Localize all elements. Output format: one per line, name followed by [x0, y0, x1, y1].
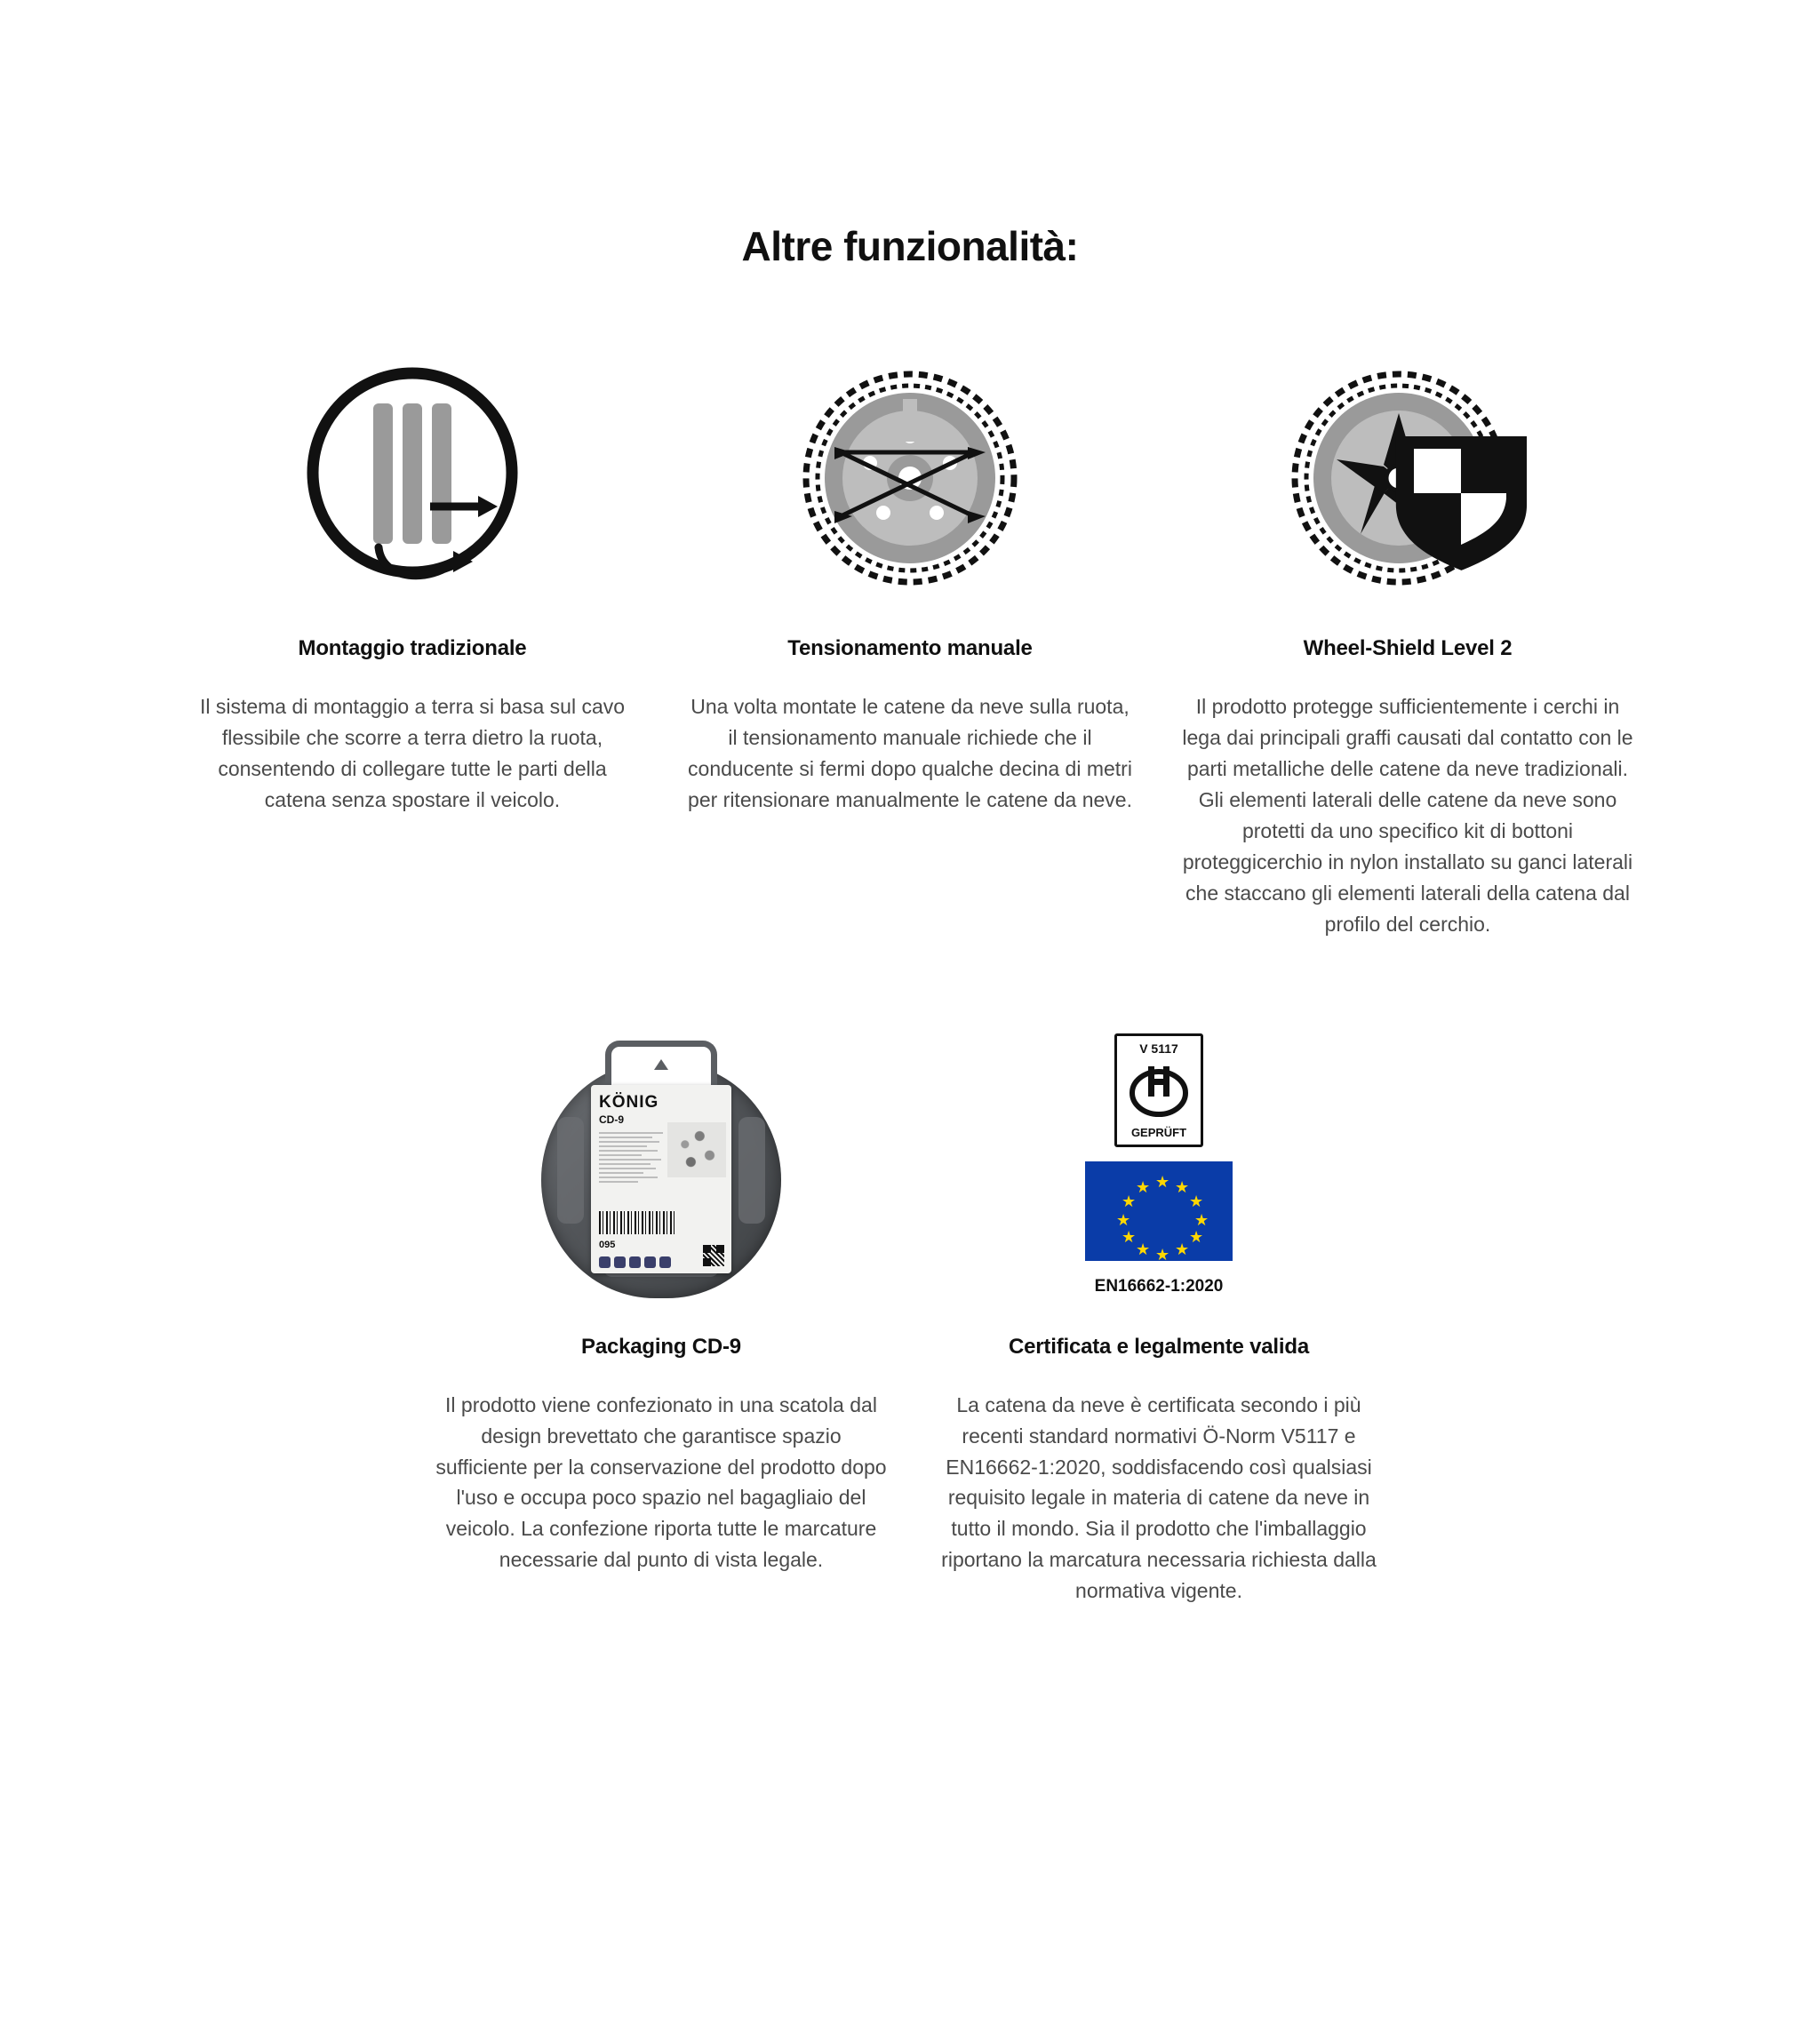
packaging-box: [541, 1032, 781, 1298]
certification-marks: [1085, 1033, 1233, 1296]
certification-marks-icon: [1085, 1018, 1233, 1312]
onorm-certification-mark: [1114, 1033, 1203, 1147]
packaging-product-photo: [667, 1122, 726, 1177]
packaging-brand: KÖNIG: [599, 1092, 659, 1112]
wheel-shield-icon: [1279, 347, 1537, 613]
feature-title: Tensionamento manuale: [787, 636, 1033, 660]
eu-flag-icon: ★ ★ ★ ★ ★ ★ ★ ★ ★ ★ ★ ★: [1085, 1161, 1233, 1261]
features-page: [0, 222, 1820, 2042]
eu-standard-label: EN16662-1:2020: [1094, 1276, 1224, 1296]
feature-card-packaging: [412, 1018, 910, 1576]
packaging-qr-code: [703, 1245, 724, 1266]
packaging-pictograms: [599, 1256, 671, 1268]
feature-body: La catena da neve è certificata secondo i più recenti standard normativi Ö-Norm V5117 e EN16662-1:2020, soddisfacendo così qualsiasi requisito legale in materia di catene da neve in tutto il mondo. Sia il prodotto che l'imballaggio riportano la marcatura necessaria richiesta dalla normativa vigente.: [941, 1392, 1377, 1603]
features-row-1: [151, 347, 1669, 940]
feature-title: Packaging CD-9: [581, 1334, 741, 1359]
feature-body: Il prodotto protegge sufficientemente i cerchi in lega dai principali graffi causati dal contatto con le parti metalliche delle catene da neve tradizionali. Gli elementi laterali delle catene da neve sono protetti da uno specifico kit di bottoni proteggicerchio in nylon installato su ganci laterali che staccano gli elementi laterali della catena dal profilo del cerchio.: [1182, 695, 1633, 936]
manual-tensioning-wheel-icon: [786, 347, 1034, 613]
tire-mounting-icon: [297, 347, 528, 613]
feature-card-wheel-shield: [1159, 347, 1656, 940]
features-row-2: [151, 1018, 1669, 1607]
packaging-size-code: 095: [599, 1239, 616, 1250]
feature-body: Il sistema di montaggio a terra si basa sul cavo flessibile che scorre a terra dietro la ruota, consentendo di collegare tutte le parti della catena senza spostare il veicolo.: [199, 695, 626, 811]
feature-title: Certificata e legalmente valida: [1009, 1334, 1309, 1359]
packaging-rib: [557, 1117, 584, 1224]
packaging-label: [591, 1085, 731, 1273]
feature-body: Una volta montate le catene da neve sulla ruota, il tensionamento manuale richiede che il conducente si fermi dopo qualche decina di metri per ritensionare manualmente le catene da neve.: [688, 695, 1132, 811]
packaging-handle: [605, 1041, 717, 1089]
feature-title: Wheel-Shield Level 2: [1303, 636, 1513, 660]
onorm-label: GEPRÜFT: [1130, 1125, 1187, 1139]
packaging-rib: [738, 1117, 765, 1224]
page-title: Altre funzionalità:: [741, 223, 1079, 269]
feature-title: Montaggio tradizionale: [298, 636, 527, 660]
feature-card-montaggio-tradizionale: [164, 347, 661, 816]
onorm-symbol: [1126, 1063, 1192, 1118]
onorm-code: V 5117: [1139, 1041, 1178, 1056]
packaging-model: CD-9: [599, 1113, 625, 1126]
packaging-barcode: [599, 1211, 675, 1234]
feature-card-tensionamento-manuale: [661, 347, 1159, 816]
feature-body: Il prodotto viene confezionato in una scatola dal design brevettato che garantisce spazio sufficiente per la conservazione del prodotto dopo l'uso e occupa poco spazio nel bagagliaio del veicolo. La confezione riporta tutte le marcature necessarie dal punto di vista legale.: [435, 1392, 887, 1572]
packaging-box-icon: [541, 1018, 781, 1312]
feature-card-certificazione: [910, 1018, 1408, 1607]
